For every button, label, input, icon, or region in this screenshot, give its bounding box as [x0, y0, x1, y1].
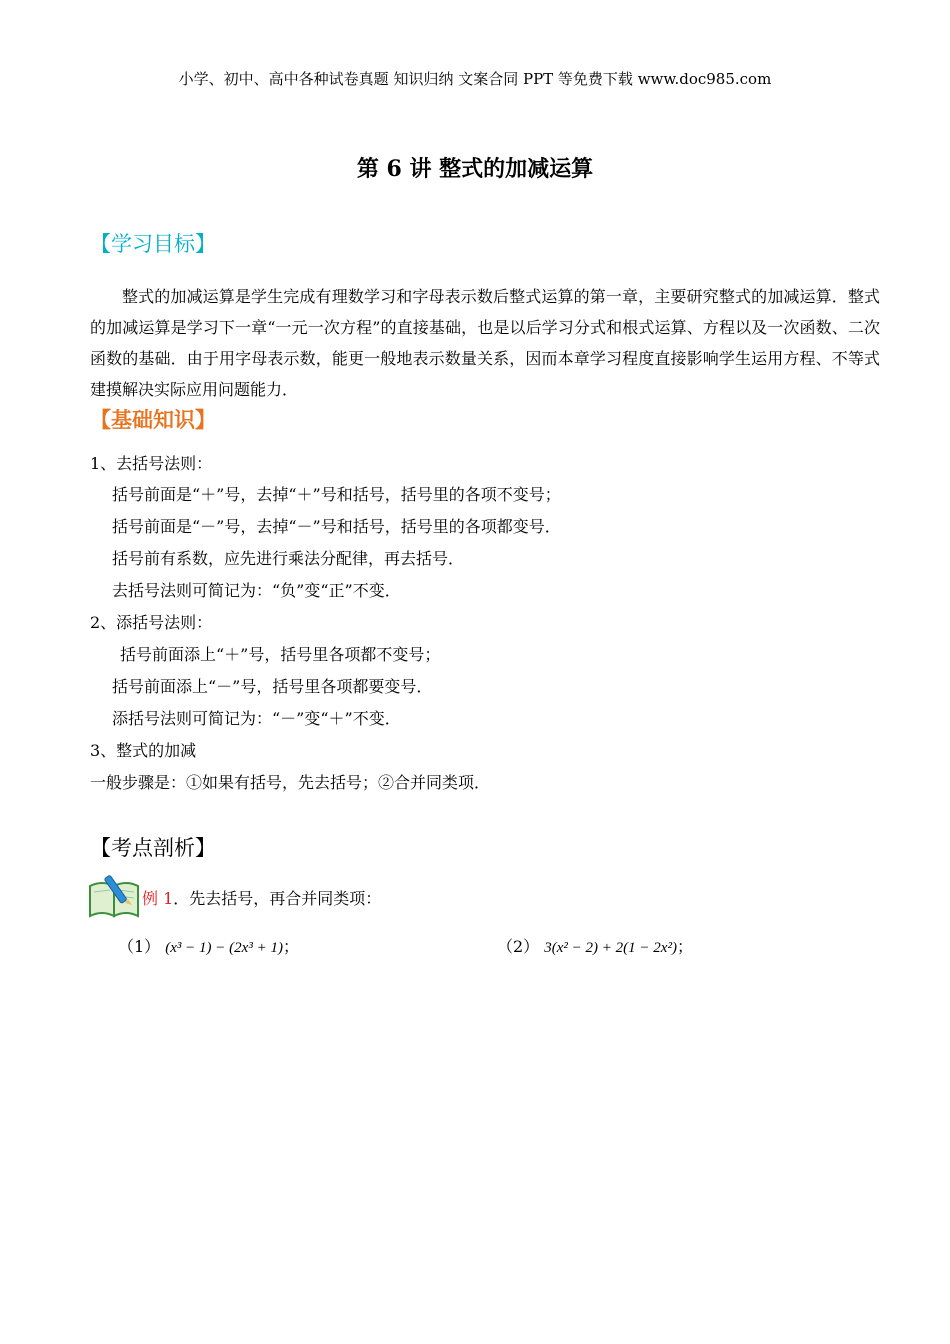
rule-line: 去括号法则可简记为：“负”变“正”不变． [112, 581, 401, 600]
example-label: 例 1 [142, 889, 174, 908]
question-end: ； [282, 937, 299, 956]
intro-paragraph: 整式的加减运算是学生完成有理数学习和字母表示数后整式运算的第一章，主要研究整式的加减运算．整式的加减运算是学习下一章“一元一次方程”的直接基础，也是以后学习分式和根式运算、方程以及一次函数、二次函数的基础．由于用字母表示数，能更一般地表示数量关系，因而本章学习程度直接影响学生运用方程、不等式建摸解决实际应用问题能力． [90, 287, 880, 399]
math-expression: (x³ − 1) − (2x³ + 1) [165, 940, 283, 956]
example-instruction: ．先去括号，再合并同类项： [173, 889, 382, 908]
section-basic-knowledge: 【基础知识】 [90, 407, 216, 432]
section-analysis: 【考点剖析】 [90, 836, 216, 860]
rule-heading-add-brackets: 2、添括号法则： [90, 613, 213, 632]
book-pencil-icon [86, 872, 142, 920]
rule-line: 括号前面添上“＋”号，括号里各项都不变号； [120, 645, 441, 664]
math-expression: 3(x² − 2) + 2(1 − 2x²) [544, 940, 677, 956]
question-number: （1） [118, 937, 161, 956]
question-2 [497, 934, 693, 957]
question-1 [118, 934, 299, 957]
question-end: ； [676, 937, 693, 956]
section-learning-goals: 【学习目标】 [90, 232, 216, 256]
rule-heading-addition: 3、整式的加减 [90, 741, 197, 760]
rule-line: 括号前面添上“－”号，括号里各项都要变号． [112, 677, 433, 696]
example-1-prompt [142, 886, 381, 909]
rule-line: 括号前有系数，应先进行乘法分配律，再去括号． [112, 549, 465, 568]
lesson-title: 第 6 讲 整式的加减运算 [356, 156, 594, 182]
rule-line: 括号前面是“－”号，去掉“－”号和括号，括号里的各项都变号． [112, 517, 561, 536]
rule-line-steps: 一般步骤是：①如果有括号，先去括号；②合并同类项． [90, 773, 491, 792]
page-header: 小学、初中、高中各种试卷真题 知识归纳 文案合同 PPT 等免费下载 www.doc985.com [178, 70, 772, 88]
rule-heading-remove-brackets: 1、去括号法则： [90, 454, 213, 473]
rule-line: 添括号法则可简记为：“－”变“＋”不变． [112, 709, 401, 728]
question-number: （2） [497, 937, 540, 956]
rule-line: 括号前面是“＋”号，去掉“＋”号和括号，括号里的各项不变号； [112, 485, 561, 504]
